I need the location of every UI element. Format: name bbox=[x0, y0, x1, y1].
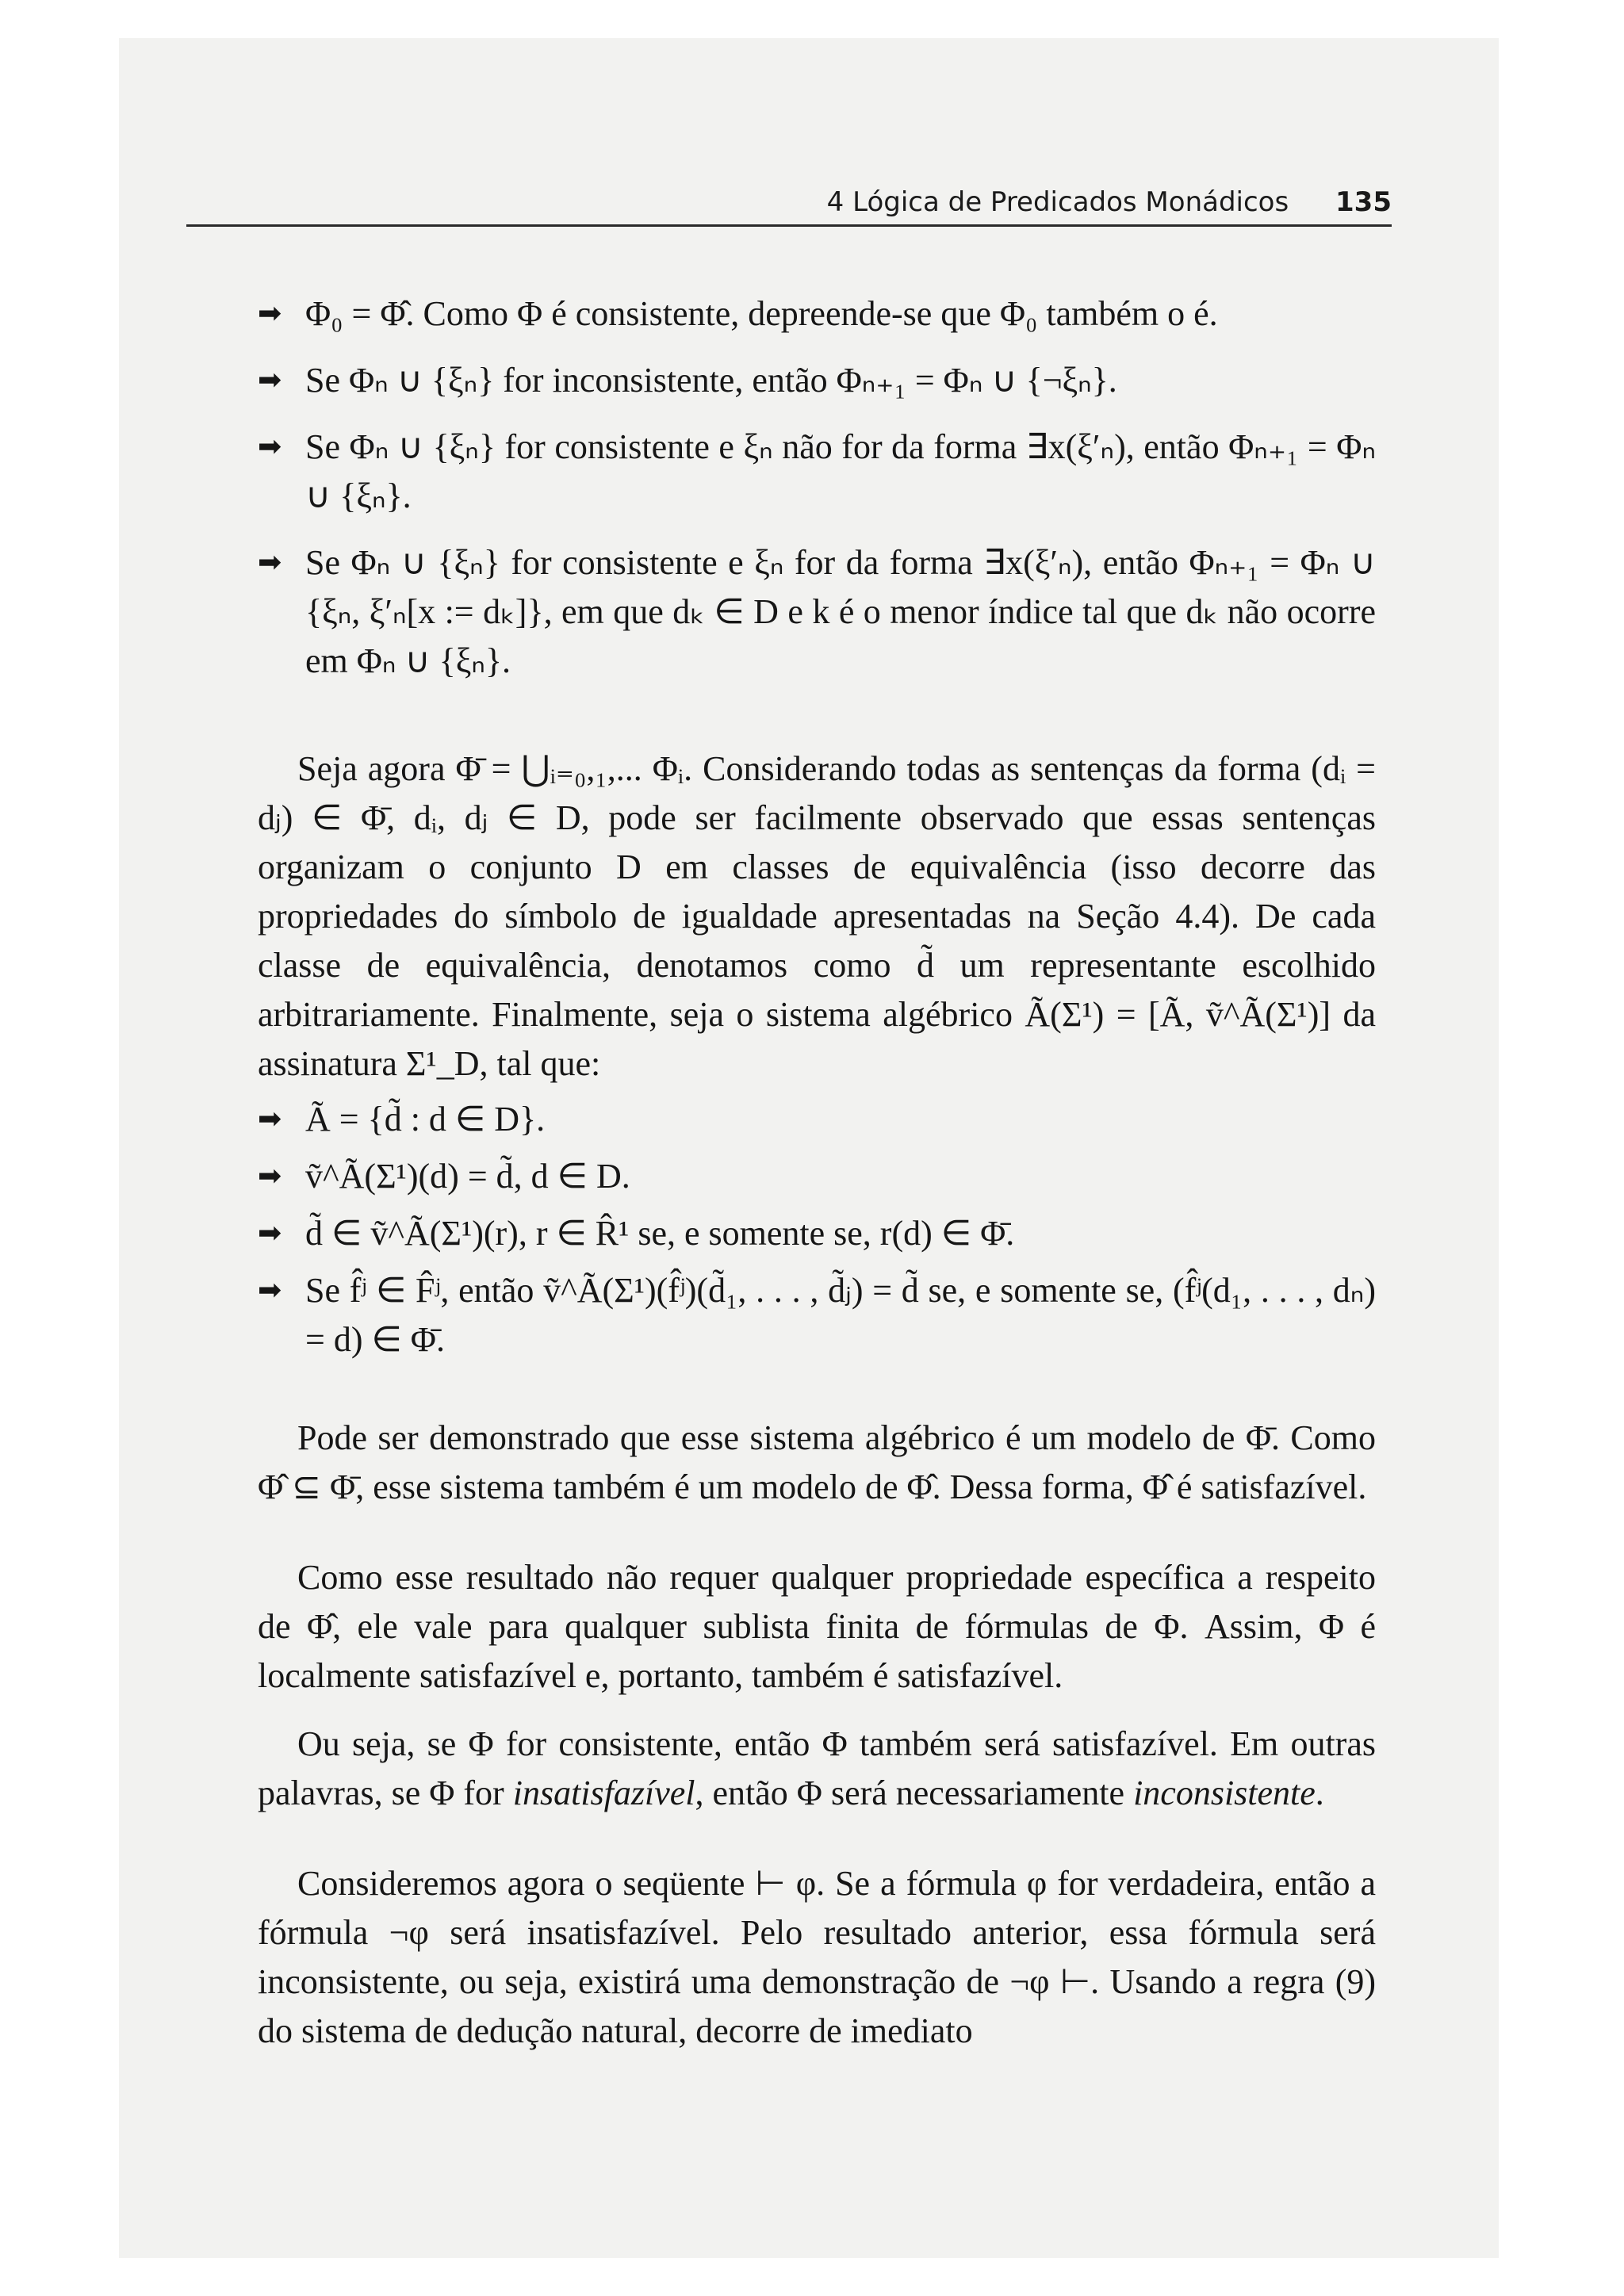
emphasis-insatisfazivel: insatisfazível bbox=[512, 1774, 695, 1812]
text-run: Ou seja, se Φ for consistente, então Φ também será satisfazível. Em outras palavras, se Φ for bbox=[258, 1724, 1376, 1812]
paragraph-closure: Seja agora Φ̄ = ⋃ᵢ₌₀,₁,... Φᵢ. Considerando todas as sentenças da forma (dᵢ = dⱼ) ∈ Φ̄, dᵢ, dⱼ ∈ D, pode ser facilmente observado que essas sentenças organizam o conjunto D em classes de equivalência (isso decorre das propriedades do símbolo de igualdade apresentadas na Seção 4.4). De cada classe de equivalência, denotamos como d̃ um representante escolhido arbitrariamente. Finalmente, seja o sistema algébrico Ã(Σ¹) = [Ã, ṽ^Ã(Σ¹)] da assinatura Σ¹_D, tal que: bbox=[258, 749, 1376, 1083]
page-body bbox=[258, 289, 1376, 2056]
page-number: 135 bbox=[1335, 186, 1392, 218]
list-item bbox=[258, 423, 1376, 521]
algebraic-system-list bbox=[258, 1095, 1376, 1364]
construction-steps-list bbox=[258, 289, 1376, 686]
list-item-text: Ã = {d̃ : d ∈ D}. bbox=[305, 1100, 546, 1138]
list-item bbox=[258, 1266, 1376, 1364]
arrow-bullet-icon: ➡ bbox=[258, 430, 282, 463]
list-item bbox=[258, 538, 1376, 686]
list-item-text: Se f̂ʲ ∈ F̂ʲ, então ṽ^Ã(Σ¹)(f̂ʲ)(d̃₁, . . . , d̃ⱼ) = d̃ se, e somente se, (f̂ʲ(d₁, . . . , dₙ) = d) ∈ Φ̄. bbox=[305, 1271, 1376, 1359]
paragraph-local-satisfiability: Como esse resultado não requer qualquer propriedade específica a respeito de Φ̂, ele vale para qualquer sublista finita de fórmulas de Φ. Assim, Φ é localmente satisfazível e, portanto, também é satisfazível. bbox=[258, 1558, 1376, 1695]
list-item-text: Se Φₙ ∪ {ξₙ} for consistente e ξₙ for da forma ∃x(ξ′ₙ), então Φₙ₊₁ = Φₙ ∪ {ξₙ, ξ′ₙ[x := dₖ]}, em que dₖ ∈ D e k é o menor índice tal que dₖ não ocorre em Φₙ ∪ {ξₙ}. bbox=[305, 543, 1376, 680]
paragraph-model: Pode ser demonstrado que esse sistema algébrico é um modelo de Φ̄. Como Φ̂ ⊆ Φ̄, esse sistema também é um modelo de Φ̂. Dessa forma, Φ̂ é satisfazível. bbox=[258, 1418, 1376, 1506]
text-run: . bbox=[1315, 1774, 1324, 1812]
list-item-text: Se Φₙ ∪ {ξₙ} for consistente e ξₙ não for da forma ∃x(ξ′ₙ), então Φₙ₊₁ = Φₙ ∪ {ξₙ}. bbox=[305, 427, 1376, 515]
page-header bbox=[186, 178, 1392, 227]
arrow-bullet-icon: ➡ bbox=[258, 1103, 282, 1135]
list-item bbox=[258, 1209, 1376, 1258]
text-run: , então Φ será necessariamente bbox=[695, 1774, 1134, 1812]
list-item bbox=[258, 1152, 1376, 1201]
list-item bbox=[258, 289, 1376, 339]
arrow-bullet-icon: ➡ bbox=[258, 1217, 282, 1249]
arrow-bullet-icon: ➡ bbox=[258, 1160, 282, 1192]
list-item bbox=[258, 356, 1376, 405]
running-head bbox=[827, 186, 1392, 218]
list-item bbox=[258, 1095, 1376, 1144]
paragraph-sequent: Consideremos agora o seqüente ⊢ φ. Se a fórmula φ for verdadeira, então a fórmula ¬φ será insatisfazível. Pelo resultado anterior, essa fórmula será inconsistente, ou seja, existirá uma demonstração de ¬φ ⊢. Usando a regra (9) do sistema de dedução natural, decorre de imediato bbox=[258, 1864, 1376, 2050]
arrow-bullet-icon: ➡ bbox=[258, 364, 282, 396]
arrow-bullet-icon: ➡ bbox=[258, 546, 282, 579]
arrow-bullet-icon: ➡ bbox=[258, 1274, 282, 1307]
list-item-text: Se Φₙ ∪ {ξₙ} for inconsistente, então Φₙ₊₁ = Φₙ ∪ {¬ξₙ}. bbox=[305, 361, 1117, 400]
emphasis-inconsistente: inconsistente bbox=[1133, 1774, 1316, 1812]
arrow-bullet-icon: ➡ bbox=[258, 297, 282, 330]
list-item-text: Φ₀ = Φ̂. Como Φ é consistente, depreende-se que Φ₀ também o é. bbox=[305, 294, 1218, 333]
paragraph-consistency bbox=[258, 1720, 1376, 1818]
chapter-title: 4 Lógica de Predicados Monádicos bbox=[826, 186, 1289, 218]
list-item-text: d̃ ∈ ṽ^Ã(Σ¹)(r), r ∈ R̂¹ se, e somente se, r(d) ∈ Φ̄. bbox=[305, 1214, 1015, 1253]
list-item-text: ṽ^Ã(Σ¹)(d) = d̃, d ∈ D. bbox=[305, 1157, 630, 1196]
